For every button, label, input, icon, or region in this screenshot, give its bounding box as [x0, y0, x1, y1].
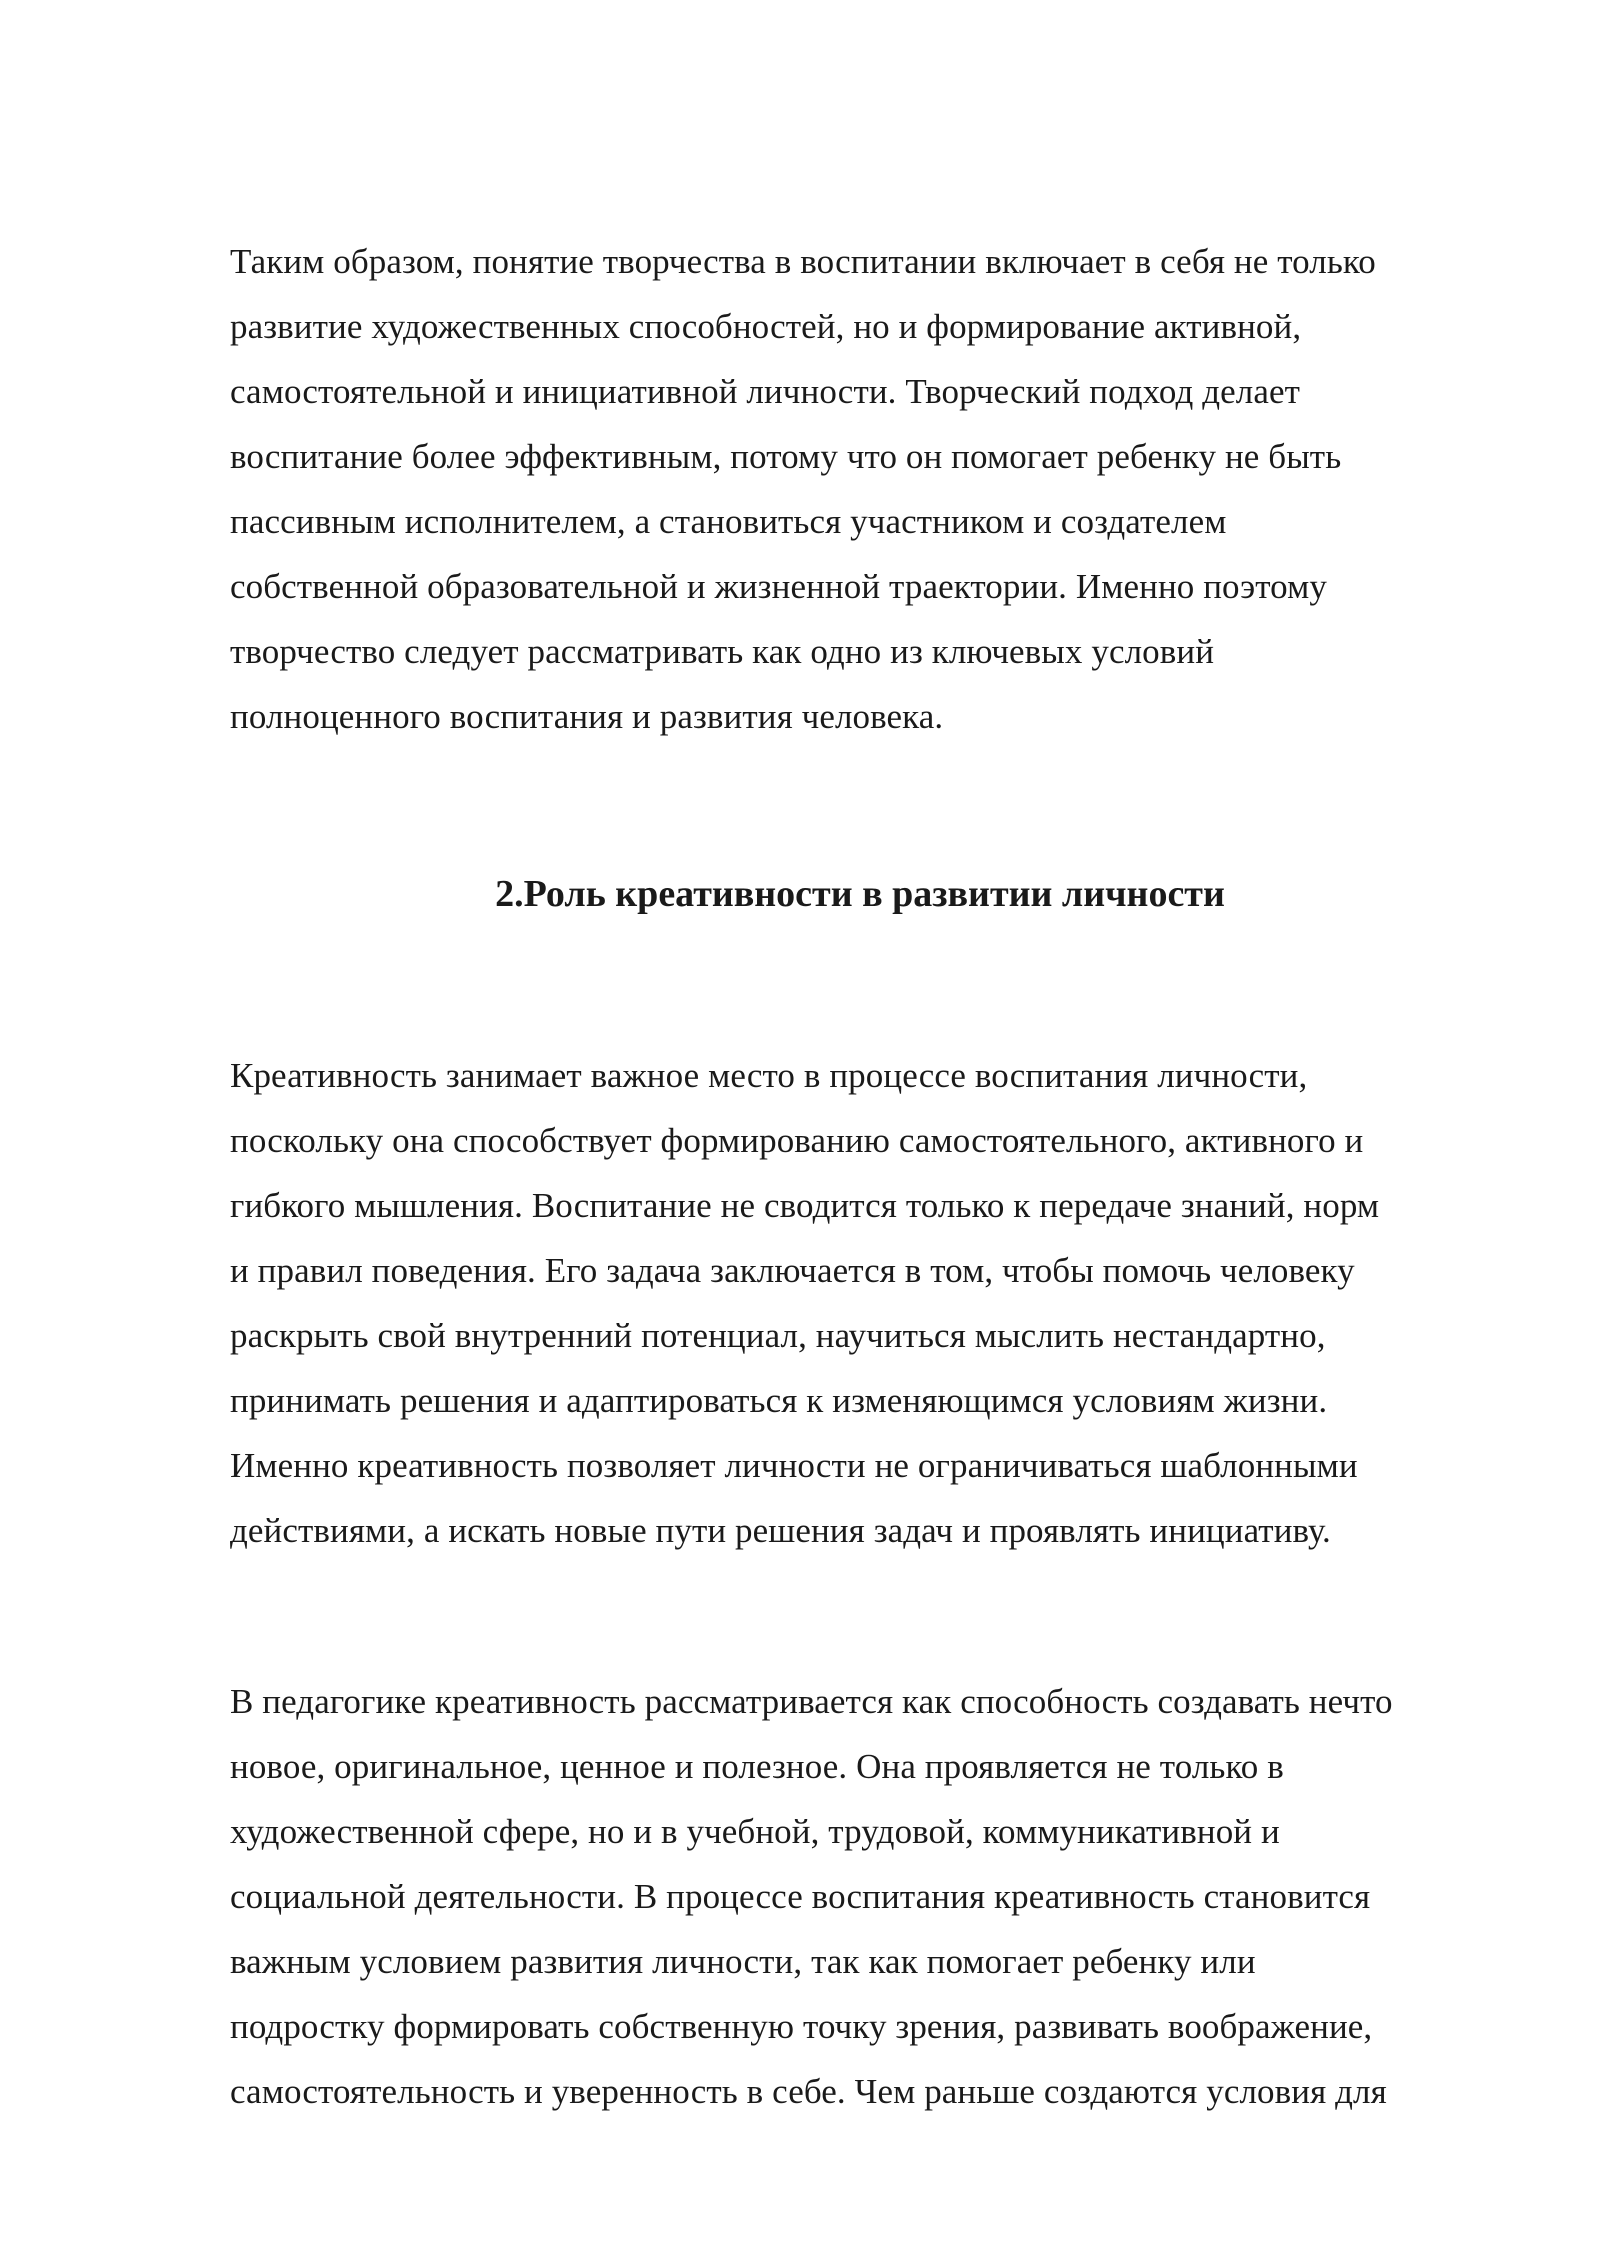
paragraph-line: В педагогике креативность рассматривается как способность создавать нечто: [230, 1682, 1393, 1721]
paragraph-line: поскольку она способствует формированию самостоятельного, активного и: [230, 1121, 1364, 1160]
paragraph-line: пассивным исполнителем, а становиться участником и создателем: [230, 502, 1227, 541]
paragraph-line: новое, оригинальное, ценное и полезное. Она проявляется не только в: [230, 1747, 1284, 1786]
paragraph-line: самостоятельность и уверенность в себе. Чем раньше создаются условия для: [230, 2072, 1387, 2111]
paragraph-line: важным условием развития личности, так как помогает ребенку или: [230, 1942, 1256, 1981]
paragraph-line: Креативность занимает важное место в процессе воспитания личности,: [230, 1056, 1308, 1095]
paragraph-line: самостоятельной и инициативной личности. Творческий подход делает: [230, 372, 1301, 411]
paragraph-line: и правил поведения. Его задача заключается в том, чтобы помочь человеку: [230, 1251, 1355, 1290]
paragraph-line: художественной сфере, но и в учебной, трудовой, коммуникативной и: [230, 1812, 1280, 1851]
paragraph-line: социальной деятельности. В процессе воспитания креативность становится: [230, 1877, 1371, 1916]
paragraph-line: действиями, а искать новые пути решения задач и проявлять инициативу.: [230, 1511, 1331, 1550]
paragraph-line: собственной образовательной и жизненной траектории. Именно поэтому: [230, 567, 1327, 606]
paragraph-line: развитие художественных способностей, но и формирование активной,: [230, 307, 1302, 346]
paragraph-line: творчество следует рассматривать как одно из ключевых условий: [230, 632, 1215, 671]
paragraph-line: гибкого мышления. Воспитание не сводится только к передаче знаний, норм: [230, 1186, 1380, 1225]
section-heading: 2.Роль креативности в развитии личности: [495, 873, 1225, 915]
paragraph-line: полноценного воспитания и развития человека.: [230, 697, 944, 736]
paragraph-line: Именно креативность позволяет личности не ограничиваться шаблонными: [230, 1446, 1358, 1485]
paragraph-line: Таким образом, понятие творчества в воспитании включает в себя не только: [230, 242, 1376, 281]
paragraph-line: принимать решения и адаптироваться к изменяющимся условиям жизни.: [230, 1381, 1328, 1420]
paragraph-line: воспитание более эффективным, потому что он помогает ребенку не быть: [230, 437, 1342, 476]
paragraph-line: раскрыть свой внутренний потенциал, научиться мыслить нестандартно,: [230, 1316, 1326, 1355]
paragraph-line: подростку формировать собственную точку зрения, развивать воображение,: [230, 2007, 1373, 2046]
